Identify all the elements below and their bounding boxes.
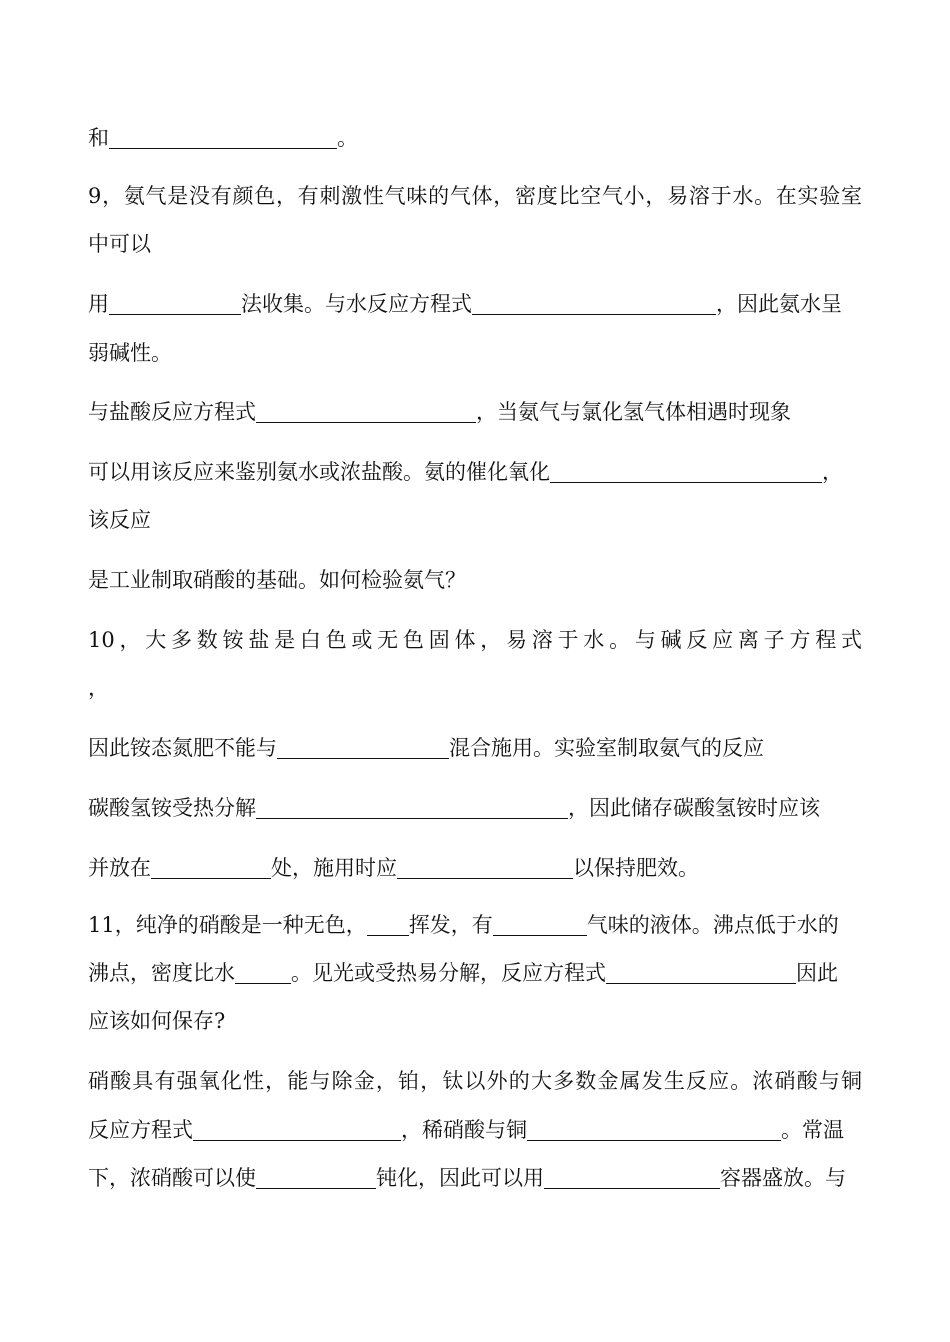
text-segment: 。见光或受热易分解，反应方程式	[291, 961, 606, 985]
text-segment: 混合施用。实验室制取氨气的反应	[449, 736, 764, 760]
answer-blank[interactable]	[109, 292, 241, 315]
answer-blank[interactable]	[544, 1166, 720, 1189]
text-segment: 以保持肥效。	[573, 856, 699, 880]
answer-blank[interactable]	[367, 913, 409, 936]
text-segment: 该反应	[88, 508, 151, 532]
answer-blank[interactable]	[493, 913, 587, 936]
answer-blank[interactable]	[109, 126, 337, 149]
text-segment: ，因此储存碳酸氢铵时应该	[568, 796, 820, 820]
text-segment: 与盐酸反应方程式	[88, 400, 256, 424]
answer-blank[interactable]	[550, 460, 822, 483]
text-line-8	[88, 505, 151, 535]
text-line-10	[88, 625, 862, 655]
text-segment: 和	[88, 126, 109, 150]
answer-blank[interactable]	[256, 796, 568, 819]
text-segment: 下，浓硝酸可以使	[88, 1166, 256, 1190]
text-line-16	[88, 958, 838, 988]
text-segment: 挥发，有	[408, 913, 493, 937]
answer-blank[interactable]	[193, 1118, 401, 1141]
text-segment: 9，氨气是没有颜色，有刺激性气味的气体，密度比空气小，易溶于水。在实验室	[88, 184, 862, 208]
text-line-4	[88, 289, 842, 319]
text-segment: 因此铵态氮肥不能与	[88, 736, 277, 760]
text-segment: ，当氨气与氯化氢气体相遇时现象	[476, 400, 791, 424]
text-line-12	[88, 733, 764, 763]
text-segment: 反应方程式	[88, 1118, 193, 1142]
text-line-15	[88, 910, 839, 940]
text-line-5	[88, 338, 172, 368]
text-line-2	[88, 181, 862, 211]
text-segment: 用	[88, 292, 109, 316]
answer-blank[interactable]	[472, 292, 716, 315]
text-segment: 。	[337, 126, 358, 150]
text-line-3	[88, 229, 151, 259]
text-segment: 气味的液体。沸点低于水的	[586, 913, 839, 937]
answer-blank[interactable]	[151, 856, 271, 879]
text-segment: 容器盛放。与	[720, 1166, 846, 1190]
text-line-14	[88, 853, 699, 883]
text-line-17	[88, 1006, 225, 1036]
text-line-6	[88, 397, 791, 427]
text-segment: 处，施用时应	[271, 856, 397, 880]
text-line-9	[88, 565, 466, 595]
text-line-20	[88, 1163, 846, 1193]
answer-blank[interactable]	[397, 856, 573, 879]
text-line-13	[88, 793, 820, 823]
text-segment: 是工业制取硝酸的基础。如何检验氨气？	[88, 568, 466, 592]
answer-blank[interactable]	[256, 1166, 376, 1189]
text-segment: 硝酸具有强氧化性，能与除金，铂，钛以外的大多数金属发生反应。浓硝酸与铜	[88, 1069, 862, 1093]
text-segment: ，	[88, 676, 109, 700]
answer-blank[interactable]	[235, 961, 291, 984]
answer-blank[interactable]	[606, 961, 796, 984]
text-segment: 并放在	[88, 856, 151, 880]
text-segment: 因此	[796, 961, 838, 985]
text-segment: ，稀硝酸与铜	[401, 1118, 527, 1142]
text-line-1	[88, 123, 358, 153]
text-segment: 碳酸氢铵受热分解	[88, 796, 256, 820]
text-segment: ，	[822, 460, 843, 484]
text-segment: 中可以	[88, 232, 151, 256]
text-segment: 钝化，因此可以用	[376, 1166, 544, 1190]
text-segment: 应该如何保存?	[88, 1009, 226, 1033]
text-line-11	[88, 673, 109, 703]
text-segment: ，因此氨水呈	[716, 292, 842, 316]
answer-blank[interactable]	[527, 1118, 781, 1141]
text-line-19	[88, 1115, 844, 1145]
text-line-7	[88, 457, 843, 487]
text-segment: 弱碱性。	[88, 341, 172, 365]
text-segment: 10，大多数铵盐是白色或无色固体，易溶于水。与碱反应离子方程式	[88, 628, 862, 652]
text-line-18	[88, 1066, 862, 1096]
answer-blank[interactable]	[256, 400, 476, 423]
text-segment: 可以用该反应来鉴别氨水或浓盐酸。氨的催化氧化	[88, 460, 550, 484]
text-segment: 法收集。与水反应方程式	[241, 292, 472, 316]
text-segment: 。常温	[781, 1118, 844, 1142]
answer-blank[interactable]	[277, 736, 449, 759]
text-segment: 11，纯净的硝酸是一种无色，	[88, 913, 367, 937]
text-segment: 沸点，密度比水	[88, 961, 235, 985]
